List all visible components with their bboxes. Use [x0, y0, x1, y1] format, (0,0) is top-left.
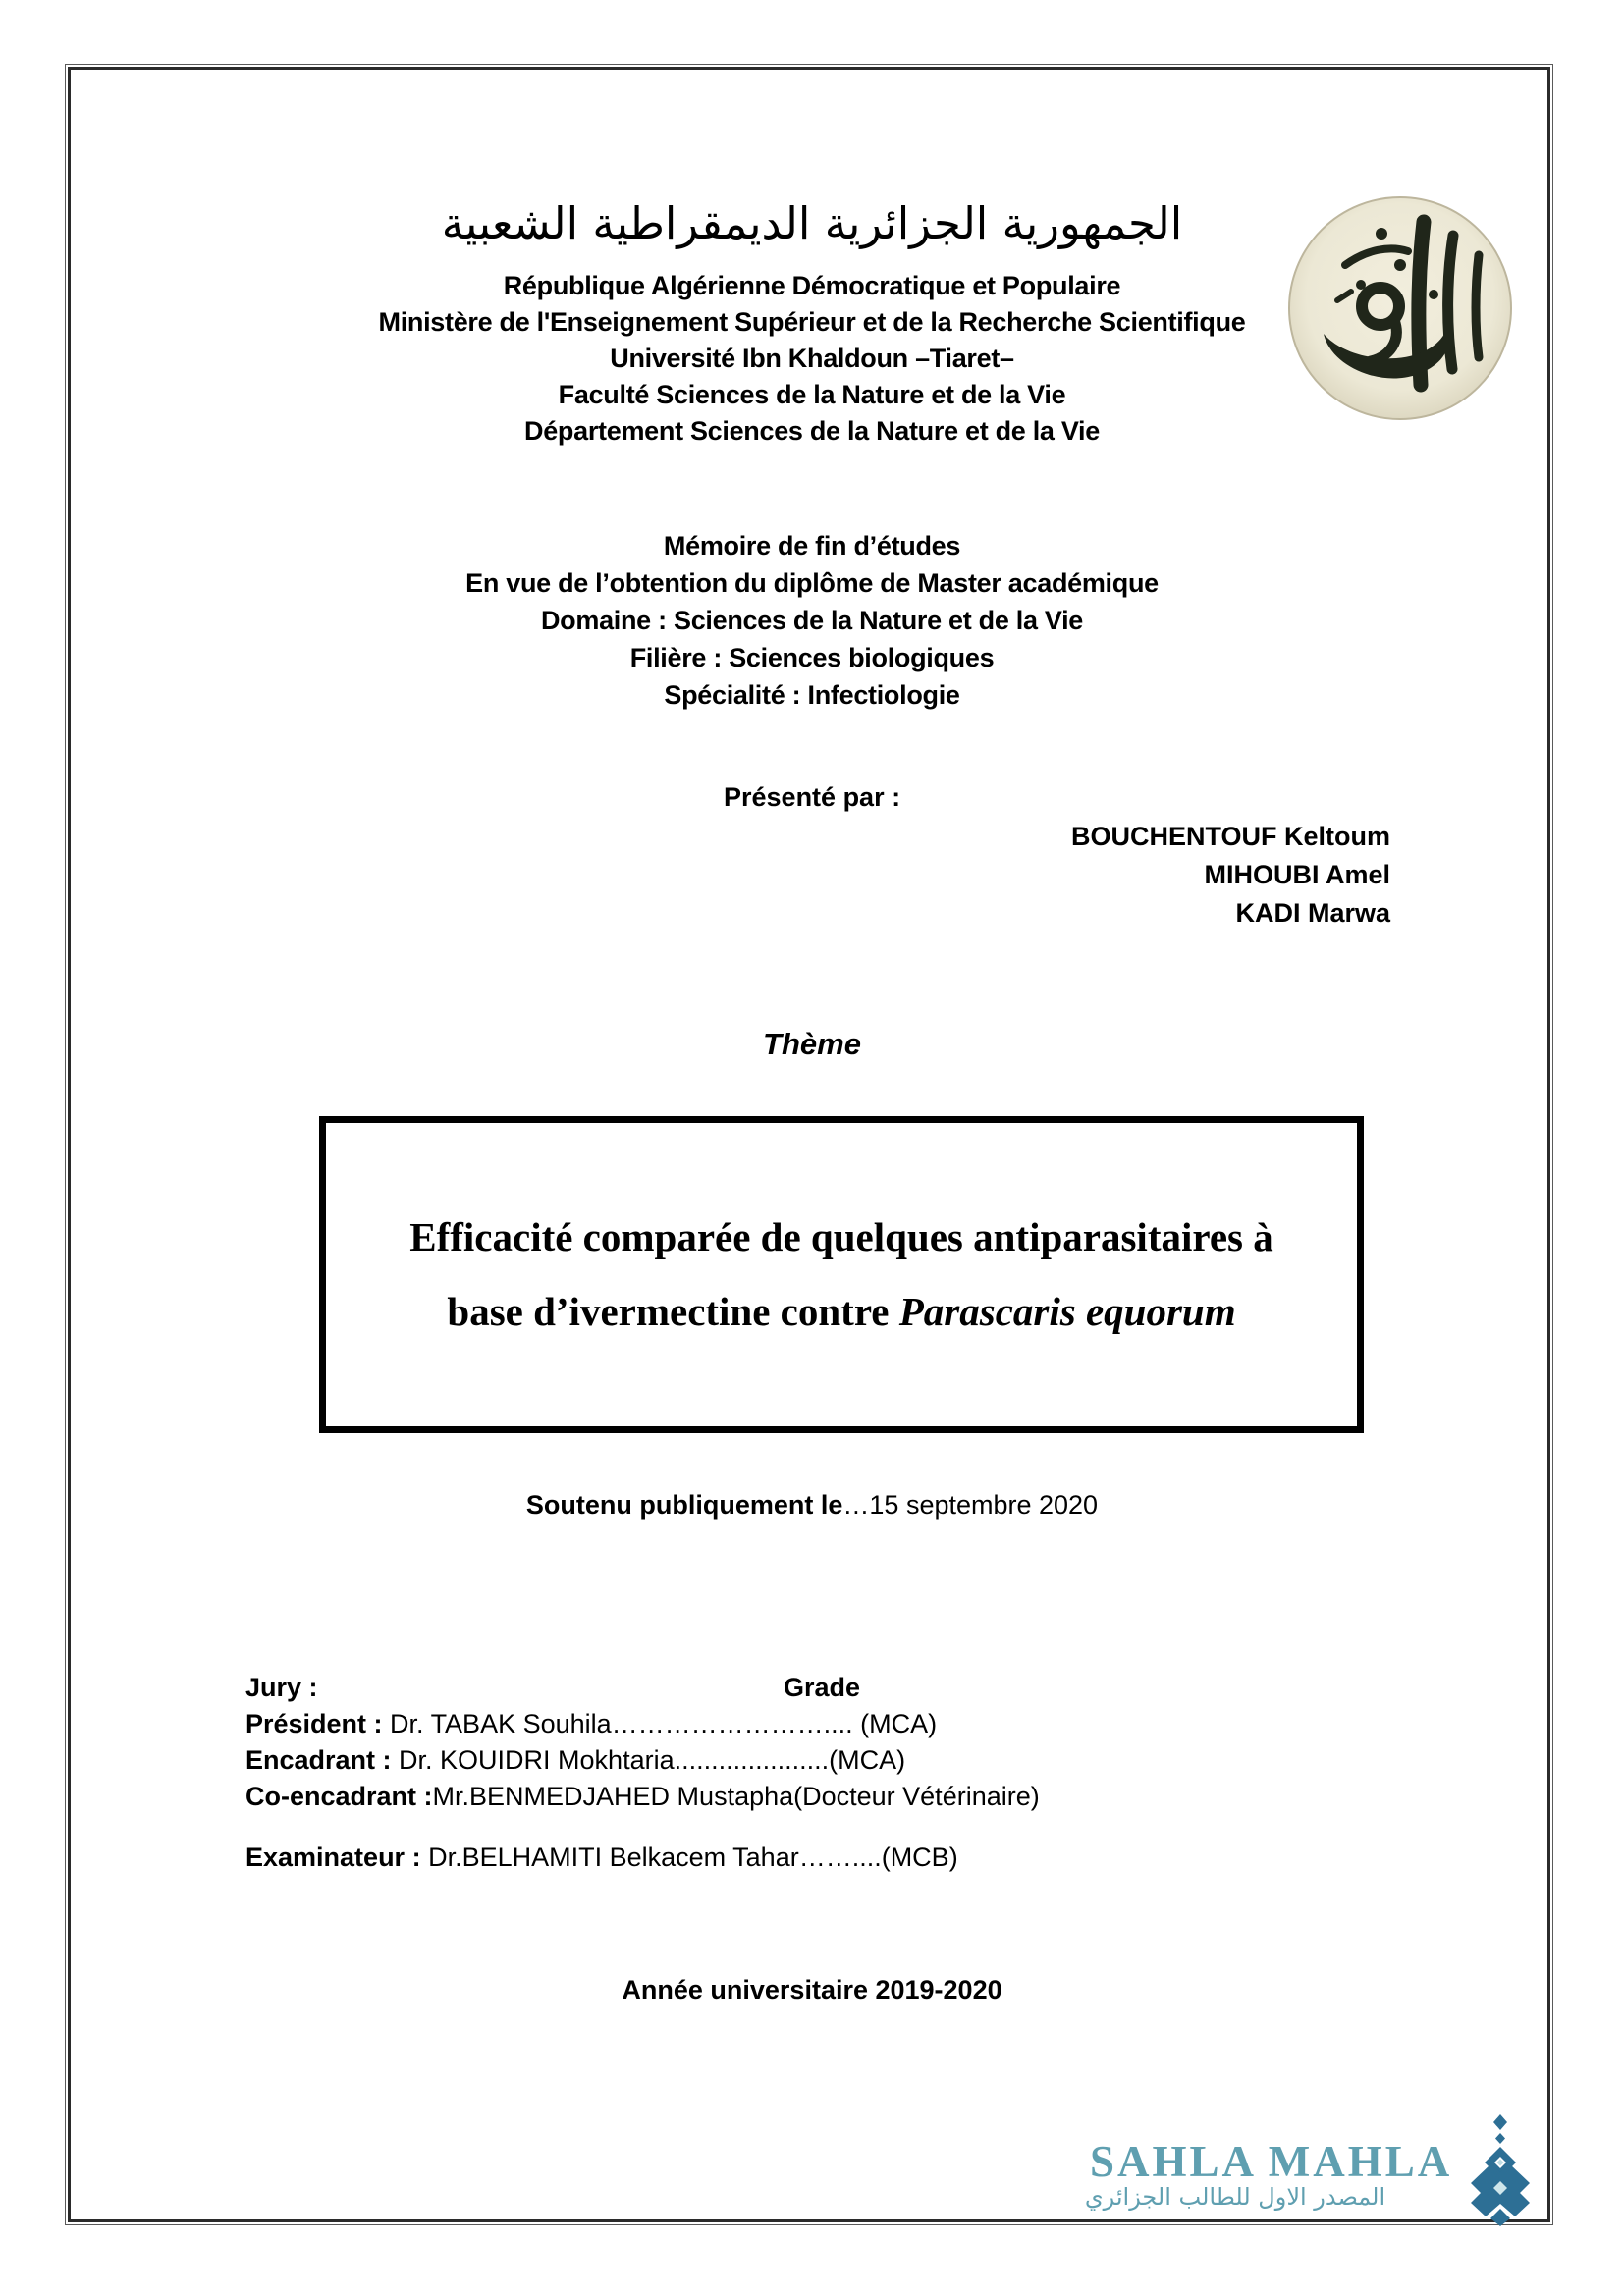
degree-line-filiere: Filière : Sciences biologiques [629, 643, 995, 672]
jury-member-president: Dr. TABAK Souhila…………………….... (MCA) [382, 1709, 938, 1738]
sahla-mahla-brand [1080, 2109, 1551, 2230]
jury-role-president: Président : [245, 1709, 383, 1738]
sahla-mahla-tagline-arabic: المصدر الاول للطالب الجزائري [1084, 2183, 1386, 2211]
degree-line-specialite: Spécialité : Infectiologie [664, 680, 960, 710]
jury-member-encadrant: Dr. KOUIDRI Mokhtaria.....................(MCA) [391, 1745, 906, 1775]
sahla-mahla-wordmark: SAHLA MAHLA [1090, 2137, 1453, 2186]
academic-year: Année universitaire 2019-2020 [622, 1975, 1002, 2004]
authors-list [1071, 818, 1390, 933]
jury-row-encadrant [245, 1742, 1384, 1779]
sahla-mahla-mark-icon [1461, 2114, 1540, 2226]
jury-role-encadrant: Encadrant : [245, 1745, 392, 1775]
jury-header-row [245, 1670, 1384, 1706]
jury-row-president [245, 1706, 1384, 1742]
university-seal-icon [1286, 194, 1514, 422]
thesis-title-line1: Efficacité comparée de quelques antiparasitaires à [409, 1214, 1273, 1259]
thesis-title-line2-text: base d’ivermectine contre [447, 1289, 899, 1334]
presented-by-label: Présenté par : [724, 782, 901, 812]
grade-column-header: Grade [784, 1673, 861, 1702]
thesis-title-line2 [326, 1274, 1357, 1349]
author-name: KADI Marwa [1235, 898, 1390, 928]
header-line-ministry: Ministère de l'Enseignement Supérieur et de la Recherche Scientifique [378, 307, 1246, 337]
arabic-republic-title: الجمهورية الجزائرية الديمقراطية الشعبية [441, 197, 1183, 249]
degree-line-domaine: Domaine : Sciences de la Nature et de la Vie [540, 606, 1084, 635]
theme-label: Thème [763, 1027, 861, 1061]
jury-row-examinateur [245, 1840, 1384, 1876]
degree-block [0, 527, 1624, 714]
defense-date-line [0, 1490, 1624, 1521]
defense-date-value: …15 septembre 2020 [842, 1490, 1099, 1520]
jury-role-examinateur: Examinateur : [245, 1842, 421, 1872]
jury-row-co-encadrant [245, 1779, 1384, 1815]
degree-line-diplome: En vue de l’obtention du diplôme de Master académique [465, 568, 1159, 598]
header-line-faculty: Faculté Sciences de la Nature et de la Vie [558, 380, 1066, 409]
jury-member-co-encadrant: Mr.BENMEDJAHED Mustapha(Docteur Vétérinaire) [432, 1782, 1040, 1811]
author-name: MIHOUBI Amel [1204, 860, 1390, 889]
thesis-title-species-name: Parascaris equorum [898, 1289, 1236, 1334]
author-name: BOUCHENTOUF Keltoum [1070, 822, 1390, 851]
header-line-university: Université Ibn Khaldoun –Tiaret– [610, 344, 1014, 373]
thesis-title-box [319, 1116, 1364, 1433]
defense-date-label: Soutenu publiquement le [525, 1490, 843, 1520]
jury-section [245, 1670, 1384, 1876]
jury-member-examinateur: Dr.BELHAMITI Belkacem Tahar……....(MCB) [420, 1842, 958, 1872]
header-line-republic: République Algérienne Démocratique et Populaire [503, 271, 1121, 300]
jury-label: Jury : [245, 1673, 318, 1702]
degree-line-memoire: Mémoire de fin d’études [663, 531, 961, 561]
header-line-department: Département Sciences de la Nature et de la Vie [524, 416, 1100, 446]
jury-role-co-encadrant: Co-encadrant : [245, 1782, 433, 1811]
